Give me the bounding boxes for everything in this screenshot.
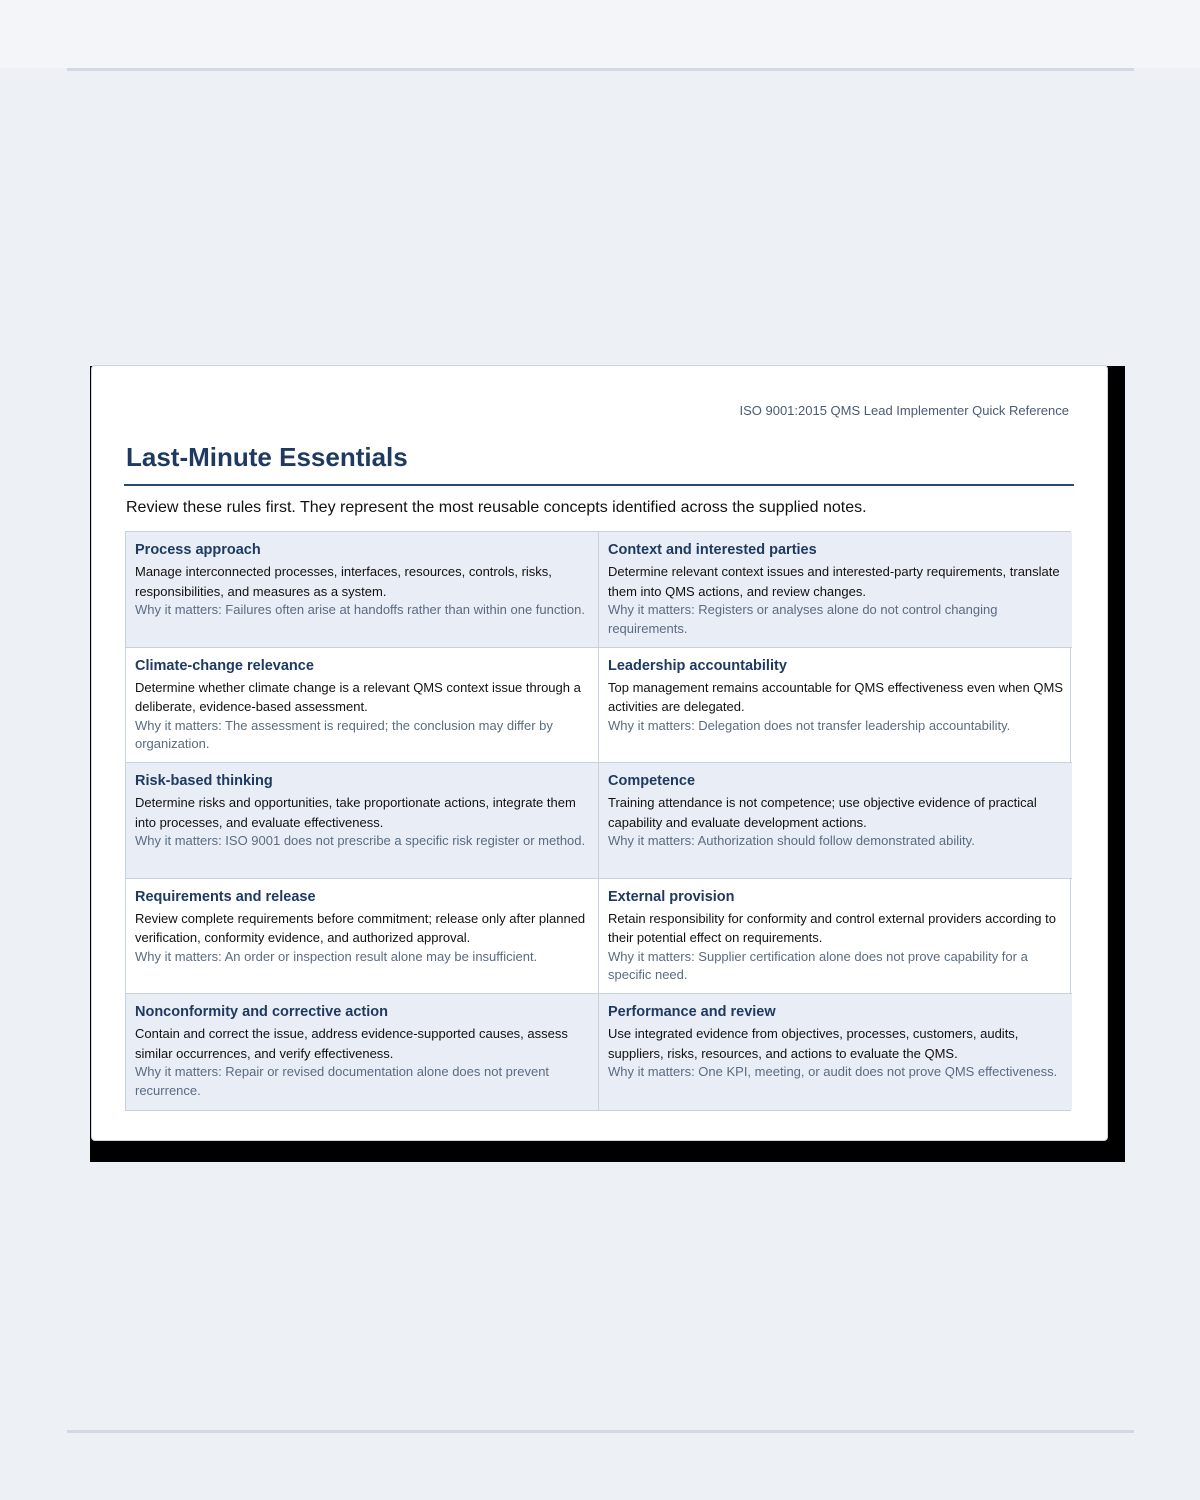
essential-title: Risk-based thinking	[135, 773, 273, 789]
essential-title: Performance and review	[608, 1004, 776, 1020]
top-divider	[67, 68, 1134, 71]
essential-why: Why it matters: ISO 9001 does not prescribe a specific risk register or method.	[135, 833, 586, 848]
essential-rule: Contain and correct the issue, address evidence-supported causes, assess similar occurrences, and verify effectiveness.	[135, 1026, 568, 1061]
essential-why: Why it matters: Registers or analyses alone do not control changing requirements.	[608, 602, 998, 636]
essential-cell	[126, 763, 599, 879]
essential-rule: Determine whether climate change is a relevant QMS context issue through a deliberate, evidence-based assessment.	[135, 679, 581, 714]
title-underline	[124, 484, 1074, 486]
essential-why: Why it matters: One KPI, meeting, or audit does not prove QMS effectiveness.	[608, 1064, 1058, 1079]
essential-why: Why it matters: Supplier certification alone does not prove capability for a specific need.	[608, 948, 1028, 982]
essential-why: Why it matters: An order or inspection result alone may be insufficient.	[135, 948, 538, 964]
essential-cell	[126, 648, 599, 764]
essential-why: Why it matters: Repair or revised documentation alone does not prevent recurrence.	[135, 1064, 550, 1098]
document-running-header: ISO 9001:2015 QMS Lead Implementer Quick Reference	[739, 403, 1069, 418]
essential-title: Leadership accountability	[608, 657, 787, 674]
essential-cell	[599, 994, 1072, 1110]
bottom-divider	[67, 1430, 1134, 1433]
essential-why: Why it matters: Authorization should follow demonstrated ability.	[608, 833, 975, 848]
essentials-table	[125, 531, 1071, 1111]
essential-cell	[126, 879, 599, 995]
essential-rule: Top management remains accountable for QMS effectiveness even when QMS activities are delegated.	[608, 679, 1063, 714]
essential-why: Why it matters: The assessment is required; the conclusion may differ by organization.	[135, 717, 553, 751]
essential-title: Competence	[608, 773, 696, 789]
essential-rule: Manage interconnected processes, interfaces, resources, controls, risks, responsibilities, and measures as a system.	[135, 564, 552, 599]
essential-title: External provision	[608, 888, 735, 905]
essential-title: Requirements and release	[135, 888, 316, 905]
essential-rule: Determine relevant context issues and interested-party requirements, translate them into QMS actions, and review changes.	[608, 564, 1060, 599]
viewer-top-bar	[0, 0, 1200, 68]
essential-cell	[599, 532, 1072, 648]
essential-title: Nonconformity and corrective action	[135, 1004, 388, 1020]
essential-title: Climate-change relevance	[135, 657, 314, 674]
document-page	[91, 365, 1108, 1141]
essential-rule: Determine risks and opportunities, take proportionate actions, integrate them into processes, and evaluate effectiveness.	[135, 795, 576, 830]
essential-rule: Training attendance is not competence; use objective evidence of practical capability and evaluate development actions.	[608, 795, 1037, 830]
essential-rule: Review complete requirements before commitment; release only after planned verification, conformity evidence, and authorized approval.	[135, 910, 586, 945]
essential-cell	[126, 994, 599, 1110]
essential-title: Context and interested parties	[608, 542, 817, 558]
essential-cell	[599, 648, 1072, 764]
essential-why: Why it matters: Failures often arise at handoffs rather than within one function.	[135, 602, 585, 617]
intro-text: Review these rules first. They represent the most reusable concepts identified across the supplied notes.	[126, 499, 867, 516]
essential-title: Process approach	[135, 542, 261, 558]
page-title: Last-Minute Essentials	[126, 442, 408, 472]
essential-rule: Use integrated evidence from objectives, processes, customers, audits, suppliers, risks, resources, and actions to evaluate the QMS.	[608, 1026, 1019, 1061]
essential-cell	[126, 532, 599, 648]
essential-rule: Retain responsibility for conformity and control external providers according to their potential effect on requirements.	[608, 910, 1056, 945]
essential-cell	[599, 879, 1072, 995]
essential-why: Why it matters: Delegation does not transfer leadership accountability.	[608, 717, 1011, 733]
essential-cell	[599, 763, 1072, 879]
